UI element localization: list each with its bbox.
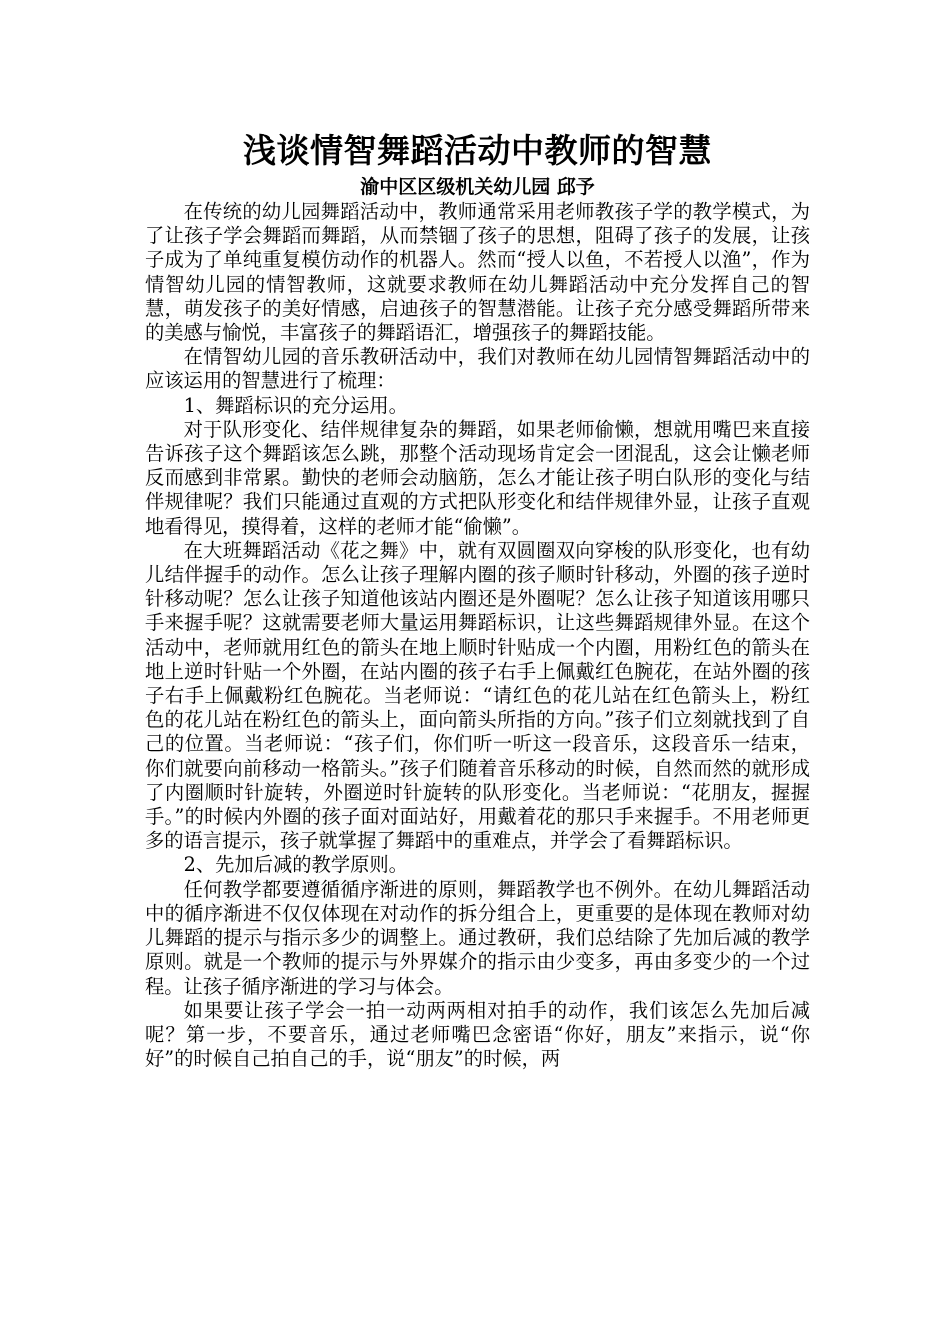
paragraph-principle: 任何教学都要遵循循序渐进的原则，舞蹈教学也不例外。在幼儿舞蹈活动中的循序渐进不仅仅体现在对动作的拆分组合上，更重要的是体现在教师对幼儿舞蹈的提示与指示多少的调整上。通过教研，我们总结除了先加后减的教学原则。就是一个教师的提示与外界媒介的指示由少变多，再由多变少的一个过程。让孩子循序渐进的学习与体会。 [145, 877, 810, 998]
document-page [145, 128, 810, 1071]
paragraph-flower-dance: 在大班舞蹈活动《花之舞》中，就有双圆圈双向穿梭的队形变化，也有幼儿结伴握手的动作。怎么让孩子理解内圈的孩子顺时针移动，外圈的孩子逆时针移动呢？怎么让孩子知道他该站内圈还是外圈呢？怎么让孩子知道该用哪只手来握手呢？这就需要老师大量运用舞蹈标识，让这些舞蹈规律外显。在这个活动中，老师就用红色的箭头在地上顺时针贴成一个内圈，用粉红色的箭头在地上逆时针贴一个外圈，在站内圈的孩子右手上佩戴红色腕花，在站外圈的孩子右手上佩戴粉红色腕花。当老师说：“请红色的花儿站在红色箭头上，粉红色的花儿站在粉红色的箭头上，面向箭头所指的方向。”孩子们立刻就找到了自己的位置。当老师说：“孩子们，你们听一听这一段音乐，这段音乐一结束，你们就要向前移动一格箭头。”孩子们随着音乐移动的时候，自然而然的就形成了内圈顺时针旋转，外圈逆时针旋转的队形变化。当老师说：“花朋友，握握手。”的时候内外圈的孩子面对面站好，用戴着花的那只手来握手。不用老师更多的语言提示，孩子就掌握了舞蹈中的重难点，并学会了看舞蹈标识。 [145, 538, 810, 853]
author-line: 渝中区区级机关幼儿园 邱予 [360, 176, 595, 198]
paragraph-formation: 对于队形变化、结伴规律复杂的舞蹈，如果老师偷懒，想就用嘴巴来直接告诉孩子这个舞蹈该怎么跳，那整个活动现场肯定会一团混乱，这会让懒老师反而感到非常累。勤快的老师会动脑筋，怎么才能让孩子明白队形的变化与结伴规律呢？我们只能通过直观的方式把队形变化和结伴规律外显，让孩子直观地看得见，摸得着，这样的老师才能“偷懒”。 [145, 417, 810, 538]
paragraph-research: 在情智幼儿园的音乐教研活动中，我们对教师在幼儿园情智舞蹈活动中的应该运用的智慧进行了梳理： [145, 345, 810, 393]
paragraph-intro: 在传统的幼儿园舞蹈活动中，教师通常采用老师教孩子学的教学模式，为了让孩子学会舞蹈而舞蹈，从而禁锢了孩子的思想，阻碍了孩子的发展，让孩子成为了单纯重复模仿动作的机器人。然而“授人以鱼，不若授人以渔”，作为情智幼儿园的情智教师，这就要求教师在幼儿舞蹈活动中充分发挥自己的智慧，萌发孩子的美好情感，启迪孩子的智慧潜能。让孩子充分感受舞蹈所带来的美感与愉悦，丰富孩子的舞蹈语汇，增强孩子的舞蹈技能。 [145, 200, 810, 345]
section-heading-2: 2、先加后减的教学原则。 [183, 853, 408, 877]
paragraph-clapping: 如果要让孩子学会一拍一动两两相对拍手的动作，我们该怎么先加后减呢？第一步，不要音乐，通过老师嘴巴念密语“你好，朋友”来指示，说“你好”的时候自己拍自己的手，说“朋友”的时候，两 [145, 998, 810, 1071]
document-title: 浅谈情智舞蹈活动中教师的智慧 [243, 131, 712, 170]
section-heading-1: 1、舞蹈标识的充分运用。 [183, 393, 408, 417]
